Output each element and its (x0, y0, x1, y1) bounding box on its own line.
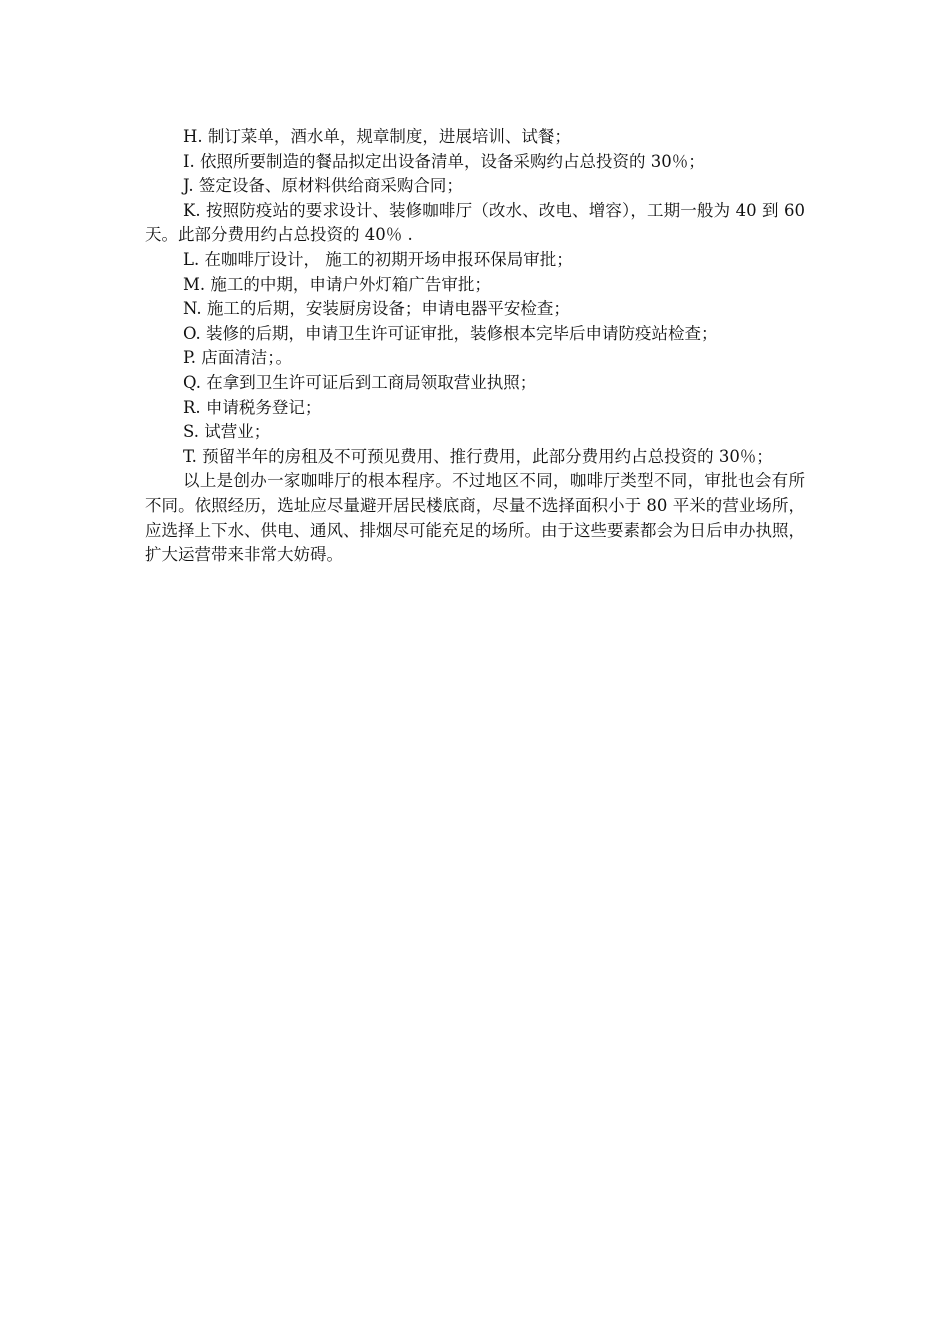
paragraph-t: T. 预留半年的房租及不可预见费用、推行费用，此部分费用约占总投资的 30％； (183, 446, 773, 466)
paragraph-s: S. 试营业； (183, 422, 271, 442)
paragraph-r: R. 申请税务登记； (183, 397, 322, 417)
paragraph-o: O. 装修的后期，申请卫生许可证审批，装修根本完毕后申请防疫站检查； (183, 323, 718, 343)
paragraph-j: J. 签定设备、原材料供给商采购合同； (183, 176, 463, 196)
paragraph-i: I. 依照所要制造的餐品拟定出设备清单，设备采购约占总投资的 30％； (183, 151, 705, 171)
paragraph-h: H. 制订菜单，酒水单，规章制度，进展培训、试餐； (183, 127, 571, 146)
paragraph-p: P. 店面清洁；。 (183, 348, 292, 368)
paragraph-m: M. 施工的中期，申请户外灯箱广告审批； (183, 274, 491, 294)
paragraph-n: N. 施工的后期，安装厨房设备；申请电器平安检查； (183, 299, 570, 319)
paragraph-k: K. 按照防疫站的要求设计、装修咖啡厅（改水、改电、增容），工期一般为 40 到 60 天。此部分费用约占总投资的 40％ . (145, 200, 805, 245)
summary-paragraph: 以上是创办一家咖啡厅的根本程序。不过地区不同，咖啡厅类型不同，审批也会有所不同。依照经历，选址应尽量避开居民楼底商，尽量不选择面积小于 80 平米的营业场所，应选择上下水、供电、通风、排烟尽可能充足的场所。由于这些要素都会为日后申办执照，扩大运营带来非常大妨碍。 (145, 471, 805, 565)
document-body (145, 125, 805, 568)
paragraph-l: L. 在咖啡厅设计， 施工的初期开场申报环保局审批； (183, 249, 573, 269)
paragraph-q: Q. 在拿到卫生许可证后到工商局领取营业执照； (183, 372, 537, 392)
